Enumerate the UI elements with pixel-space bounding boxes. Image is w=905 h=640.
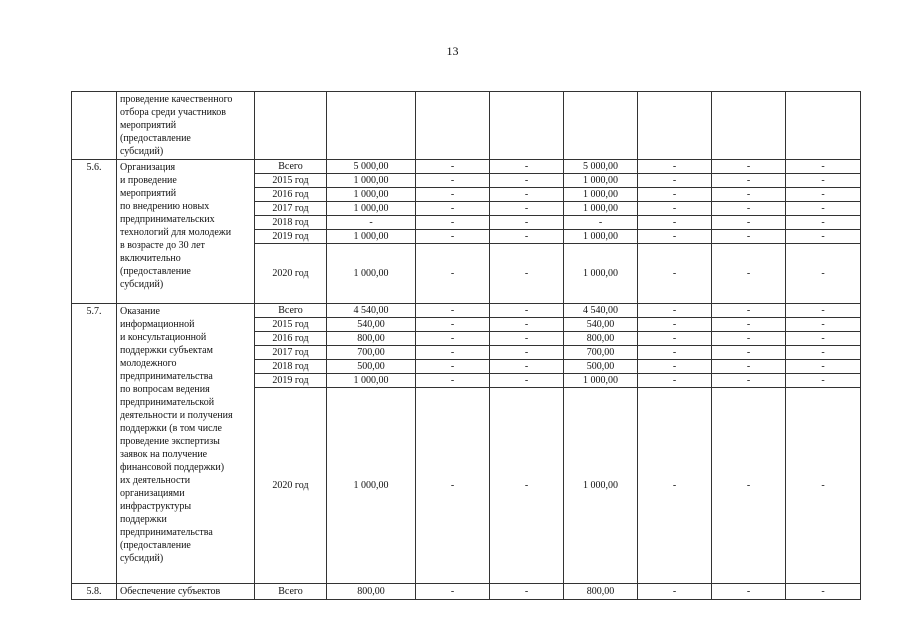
value-cell: -	[490, 374, 564, 388]
item-name-line: (предоставление	[120, 266, 191, 277]
value-cell: -	[786, 244, 861, 304]
value-cell: -	[786, 304, 861, 318]
item-number: 5.7.	[72, 304, 117, 584]
value-cell: -	[638, 244, 712, 304]
table-row	[72, 584, 861, 600]
value-cell: -	[712, 388, 786, 584]
year-cell: 2017 год	[255, 202, 327, 216]
item-name	[117, 304, 255, 584]
value-cell: -	[786, 230, 861, 244]
value-cell: -	[416, 244, 490, 304]
year-cell: 2020 год	[255, 244, 327, 304]
value-cell: 1 000,00	[327, 174, 416, 188]
item-name-line: молодежного	[120, 358, 177, 369]
year-cell: 2018 год	[255, 360, 327, 374]
item-name-line: субсидий)	[120, 279, 164, 290]
value-cell: 1 000,00	[327, 244, 416, 304]
value-cell: -	[638, 216, 712, 230]
value-cell: 800,00	[564, 584, 638, 600]
value-cell: -	[416, 360, 490, 374]
value-cell: 1 000,00	[564, 388, 638, 584]
value-cell: -	[416, 374, 490, 388]
item-name-line: в возрасте до 30 лет	[120, 240, 205, 251]
value-cell: -	[416, 388, 490, 584]
value-cell: -	[490, 304, 564, 318]
item-name-line: деятельности и получения	[120, 410, 233, 421]
value-cell: -	[712, 360, 786, 374]
year-cell: 2015 год	[255, 318, 327, 332]
value-cell: -	[786, 346, 861, 360]
year-cell: Всего	[255, 160, 327, 174]
value-cell: 5 000,00	[564, 160, 638, 174]
value-cell: -	[786, 202, 861, 216]
value-cell: 5 000,00	[327, 160, 416, 174]
value-cell: -	[638, 346, 712, 360]
value-cell: 1 000,00	[564, 374, 638, 388]
item-name-line: предпринимательской	[120, 397, 215, 408]
value-cell: -	[786, 216, 861, 230]
value-cell: -	[638, 360, 712, 374]
value-cell: -	[786, 160, 861, 174]
item-name-line: проведение качественного	[120, 94, 233, 105]
value-cell: -	[712, 216, 786, 230]
year-cell: 2016 год	[255, 188, 327, 202]
item-name-line: субсидий)	[120, 553, 164, 564]
empty-cell	[416, 92, 490, 160]
item-name-line: (предоставление	[120, 540, 191, 551]
value-cell: 1 000,00	[564, 174, 638, 188]
year-cell: 2019 год	[255, 230, 327, 244]
value-cell: -	[416, 160, 490, 174]
empty-cell	[490, 92, 564, 160]
value-cell: -	[327, 216, 416, 230]
item-number: 5.8.	[72, 584, 117, 600]
program-table	[71, 91, 861, 600]
value-cell: -	[490, 244, 564, 304]
item-name-line: субсидий)	[120, 146, 164, 157]
value-cell: -	[638, 388, 712, 584]
value-cell: -	[416, 202, 490, 216]
value-cell: -	[786, 188, 861, 202]
item-name-line: Оказание	[120, 306, 160, 317]
year-cell: Всего	[255, 584, 327, 600]
value-cell: 1 000,00	[327, 188, 416, 202]
year-cell: 2016 год	[255, 332, 327, 346]
value-cell: -	[416, 346, 490, 360]
item-name-line: мероприятий	[120, 120, 177, 131]
value-cell: 1 000,00	[564, 202, 638, 216]
year-cell: 2018 год	[255, 216, 327, 230]
item-name-line: финансовой поддержки)	[120, 462, 225, 473]
value-cell: 540,00	[327, 318, 416, 332]
value-cell: -	[712, 188, 786, 202]
value-cell: -	[416, 332, 490, 346]
table-row	[72, 304, 861, 318]
value-cell: -	[638, 584, 712, 600]
value-cell: -	[416, 188, 490, 202]
value-cell: -	[712, 230, 786, 244]
value-cell: -	[490, 346, 564, 360]
page-number: 13	[446, 44, 459, 58]
value-cell: 1 000,00	[327, 388, 416, 584]
value-cell: 800,00	[327, 332, 416, 346]
value-cell: -	[490, 188, 564, 202]
value-cell: -	[564, 216, 638, 230]
item-name-line: заявок на получение	[120, 449, 208, 460]
value-cell: -	[712, 160, 786, 174]
value-cell: -	[712, 332, 786, 346]
value-cell: -	[490, 388, 564, 584]
item-name	[117, 584, 255, 600]
value-cell: 800,00	[327, 584, 416, 600]
item-name-line: технологий для молодежи	[120, 227, 232, 238]
value-cell: 4 540,00	[327, 304, 416, 318]
value-cell: -	[638, 332, 712, 346]
year-cell: 2019 год	[255, 374, 327, 388]
item-name-line: поддержки	[120, 514, 167, 525]
value-cell: 800,00	[564, 332, 638, 346]
item-name-line: по вопросам ведения	[120, 384, 210, 395]
value-cell: 1 000,00	[327, 202, 416, 216]
item-name-line: по внедрению новых	[120, 201, 210, 212]
value-cell: -	[638, 202, 712, 216]
year-cell: Всего	[255, 304, 327, 318]
item-name-line: включительно	[120, 253, 181, 264]
value-cell: -	[490, 230, 564, 244]
value-cell: -	[786, 332, 861, 346]
empty-cell	[255, 92, 327, 160]
value-cell: -	[712, 346, 786, 360]
item-name-line: информационной	[120, 319, 195, 330]
value-cell: -	[638, 230, 712, 244]
value-cell: -	[490, 216, 564, 230]
value-cell: -	[786, 584, 861, 600]
empty-cell	[712, 92, 786, 160]
value-cell: -	[638, 174, 712, 188]
value-cell: -	[712, 584, 786, 600]
value-cell: 700,00	[564, 346, 638, 360]
value-cell: 1 000,00	[564, 188, 638, 202]
item-name-line: поддержки субъектам	[120, 345, 213, 356]
item-number: 5.6.	[72, 160, 117, 304]
item-name-line: (предоставление	[120, 133, 191, 144]
value-cell: -	[416, 216, 490, 230]
value-cell: 1 000,00	[327, 374, 416, 388]
value-cell: -	[786, 318, 861, 332]
value-cell: -	[490, 318, 564, 332]
value-cell: -	[416, 230, 490, 244]
year-cell: 2020 год	[255, 388, 327, 584]
item-name	[117, 92, 255, 160]
empty-cell	[638, 92, 712, 160]
value-cell: -	[490, 202, 564, 216]
year-cell: 2015 год	[255, 174, 327, 188]
value-cell: -	[786, 388, 861, 584]
table-row	[72, 92, 861, 160]
value-cell: -	[490, 584, 564, 600]
value-cell: -	[416, 304, 490, 318]
value-cell: -	[786, 360, 861, 374]
value-cell: 1 000,00	[327, 230, 416, 244]
value-cell: 500,00	[564, 360, 638, 374]
value-cell: -	[638, 160, 712, 174]
value-cell: -	[786, 374, 861, 388]
value-cell: -	[712, 244, 786, 304]
value-cell: -	[490, 160, 564, 174]
value-cell: -	[712, 304, 786, 318]
item-name-line: и консультационной	[120, 332, 207, 343]
empty-cell	[564, 92, 638, 160]
item-name	[117, 160, 255, 304]
value-cell: -	[416, 174, 490, 188]
value-cell: -	[712, 174, 786, 188]
item-name-line: отбора среди участников	[120, 107, 227, 118]
value-cell: 500,00	[327, 360, 416, 374]
value-cell: -	[490, 174, 564, 188]
item-name-line: проведение экспертизы	[120, 436, 220, 447]
value-cell: 1 000,00	[564, 230, 638, 244]
empty-cell	[786, 92, 861, 160]
value-cell: -	[638, 318, 712, 332]
item-number	[72, 92, 117, 160]
item-name-line: и проведение	[120, 175, 177, 186]
item-name-line: предпринимательства	[120, 371, 213, 382]
item-name-line: поддержки (в том числе	[120, 423, 222, 434]
value-cell: -	[638, 188, 712, 202]
value-cell: -	[490, 332, 564, 346]
year-cell: 2017 год	[255, 346, 327, 360]
item-name-line: предпринимательства	[120, 527, 213, 538]
value-cell: -	[416, 318, 490, 332]
value-cell: -	[416, 584, 490, 600]
item-name-line: Организация	[120, 162, 176, 173]
value-cell: -	[712, 374, 786, 388]
value-cell: -	[712, 202, 786, 216]
value-cell: -	[638, 304, 712, 318]
value-cell: 700,00	[327, 346, 416, 360]
value-cell: 4 540,00	[564, 304, 638, 318]
item-name-line: организациями	[120, 488, 185, 499]
value-cell: 1 000,00	[564, 244, 638, 304]
value-cell: -	[712, 318, 786, 332]
item-name-line: мероприятий	[120, 188, 177, 199]
item-name-line: их деятельности	[120, 475, 191, 486]
empty-cell	[327, 92, 416, 160]
item-name-line: инфраструктуры	[120, 501, 192, 512]
item-name-line: Обеспечение субъектов	[120, 586, 221, 597]
value-cell: -	[638, 374, 712, 388]
value-cell: -	[786, 174, 861, 188]
value-cell: -	[490, 360, 564, 374]
table-row	[72, 160, 861, 174]
item-name-line: предпринимательских	[120, 214, 215, 225]
value-cell: 540,00	[564, 318, 638, 332]
